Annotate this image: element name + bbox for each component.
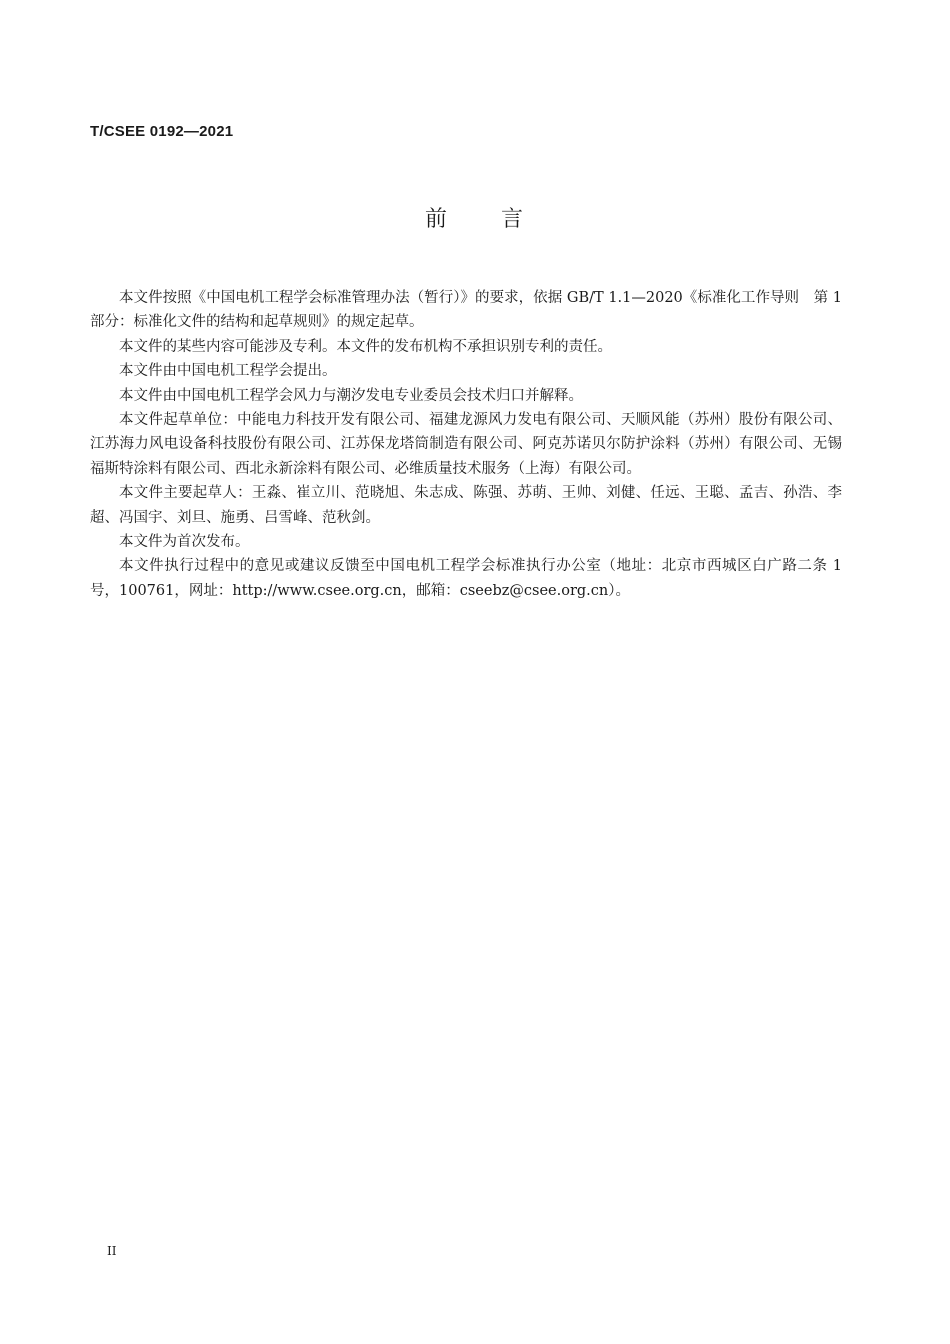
paragraph-feedback-contact: 本文件执行过程中的意见或建议反馈至中国电机工程学会标准执行办公室（地址：北京市西城区白广路二条 1 号，100761，网址：http://www.csee.org.cn，邮箱：cseebz@csee.org.cn）。 xyxy=(90,558,842,599)
page-title-char-2: 言 xyxy=(501,207,526,232)
paragraph-patent-notice: 本文件的某些内容可能涉及专利。本文件的发布机构不承担识别专利的责任。 xyxy=(119,338,612,355)
paragraph-technical-committee: 本文件由中国电机工程学会风力与潮汐发电专业委员会技术归口并解释。 xyxy=(119,387,583,404)
standard-code: T/CSEE 0192—2021 xyxy=(90,123,234,140)
page-title xyxy=(0,204,950,236)
page-title-char-1: 前 xyxy=(424,207,449,232)
page-number: II xyxy=(107,1244,117,1258)
paragraph-main-drafters: 本文件主要起草人：王淼、崔立川、范晓旭、朱志成、陈强、苏萌、王帅、刘健、任远、王聪、孟吉、孙浩、李超、冯国宇、刘旦、施勇、吕雪峰、范秋剑。 xyxy=(90,485,842,526)
paragraph-first-release: 本文件为首次发布。 xyxy=(119,534,250,551)
paragraph-proposer: 本文件由中国电机工程学会提出。 xyxy=(119,363,337,380)
foreword-body xyxy=(90,286,842,603)
paragraph-drafting-units: 本文件起草单位：中能电力科技开发有限公司、福建龙源风力发电有限公司、天顺风能（苏州）股份有限公司、江苏海力风电设备科技股份有限公司、江苏保龙塔筒制造有限公司、阿克苏诺贝尔防护涂料（苏州）有限公司、无锡福斯特涂料有限公司、西北永新涂料有限公司、必维质量技术服务（上海）有限公司。 xyxy=(90,412,842,477)
paragraph-drafting-basis: 本文件按照《中国电机工程学会标准管理办法（暂行）》的要求，依据 GB/T 1.1—2020《标准化工作导则 第 1 部分：标准化文件的结构和起草规则》的规定起草。 xyxy=(90,290,842,331)
